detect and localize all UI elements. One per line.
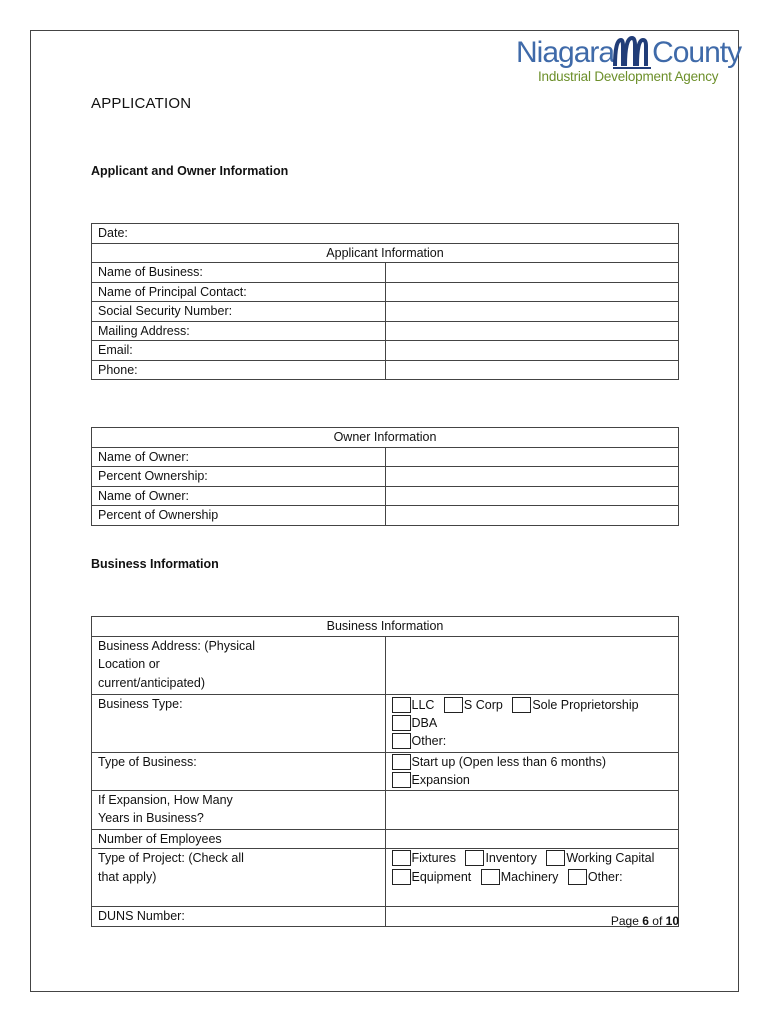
other-project-checkbox[interactable] <box>568 869 587 885</box>
label-line: current/anticipated) <box>98 675 206 690</box>
name-of-business-input[interactable] <box>385 263 679 283</box>
email-input[interactable] <box>385 341 679 361</box>
dba-checkbox[interactable] <box>392 715 411 731</box>
option-label: Expansion <box>411 773 470 787</box>
business-type-options <box>385 694 679 752</box>
row-label: Percent of Ownership <box>92 506 386 526</box>
option-label: Other: <box>587 870 623 884</box>
applicant-table-header: Applicant Information <box>92 243 679 263</box>
option-label: S Corp <box>463 697 503 712</box>
section-heading-applicant-owner: Applicant and Owner Information <box>91 164 289 178</box>
row-label: Name of Owner: <box>92 486 386 506</box>
mailing-address-input[interactable] <box>385 321 679 341</box>
logo-subtitle: Industrial Development Agency <box>538 69 719 85</box>
years-in-business-label <box>92 790 386 829</box>
option-label: Working Capital <box>566 851 655 865</box>
working-capital-checkbox[interactable] <box>546 850 565 866</box>
niagara-county-ida-logo <box>516 34 742 98</box>
percent-ownership-input-2[interactable] <box>385 506 679 526</box>
document-title: APPLICATION <box>91 95 192 112</box>
option-label: Other: <box>411 733 447 748</box>
option-label: Equipment <box>411 870 472 884</box>
inventory-checkbox[interactable] <box>465 850 484 866</box>
owner-name-input-1[interactable] <box>385 447 679 467</box>
owner-name-input-2[interactable] <box>385 486 679 506</box>
label-line: Location or <box>98 657 160 671</box>
section-heading-business: Business Information <box>91 557 219 571</box>
logo-name-left: Niagara <box>516 36 615 70</box>
row-label: Mailing Address: <box>92 321 386 341</box>
ssn-input[interactable] <box>385 302 679 322</box>
page-word: Page <box>610 914 639 928</box>
label-line: that apply) <box>98 869 157 884</box>
option-label: LLC <box>411 697 435 712</box>
page-number <box>611 914 679 928</box>
label-line: Business Address: (Physical <box>98 638 256 653</box>
number-of-employees-label: Number of Employees <box>92 829 386 849</box>
number-of-employees-input[interactable] <box>385 829 679 849</box>
label-line: If Expansion, How Many <box>98 792 233 807</box>
s-corp-checkbox[interactable] <box>444 697 463 713</box>
row-label: Name of Business: <box>92 263 386 283</box>
business-address-input[interactable] <box>385 636 679 694</box>
row-label: Social Security Number: <box>92 302 386 322</box>
option-label: Machinery <box>500 870 559 884</box>
type-of-project-label <box>92 849 386 907</box>
business-information-table <box>91 616 679 927</box>
applicant-information-table <box>91 223 679 380</box>
option-label: Start up (Open less than 6 months) <box>411 754 607 769</box>
option-label: Sole Proprietorship <box>532 697 639 712</box>
type-of-project-options <box>385 849 679 907</box>
years-in-business-input[interactable] <box>385 790 679 829</box>
machinery-checkbox[interactable] <box>481 869 500 885</box>
business-table-header: Business Information <box>92 617 679 637</box>
start-up-checkbox[interactable] <box>392 754 411 770</box>
option-label: Inventory <box>485 851 537 865</box>
other-business-type-checkbox[interactable] <box>392 733 411 749</box>
total-pages: 10 <box>665 914 679 928</box>
row-label: Name of Owner: <box>92 447 386 467</box>
percent-ownership-input-1[interactable] <box>385 467 679 487</box>
row-label: Name of Principal Contact: <box>92 282 386 302</box>
duns-number-label: DUNS Number: <box>92 907 386 927</box>
row-label: Email: <box>92 341 386 361</box>
llc-checkbox[interactable] <box>392 697 411 713</box>
sole-proprietorship-checkbox[interactable] <box>512 697 531 713</box>
owner-information-table <box>91 427 679 526</box>
row-label: Percent Ownership: <box>92 467 386 487</box>
waterfall-icon <box>613 36 653 70</box>
option-label: DBA <box>411 716 438 730</box>
type-of-business-options <box>385 752 679 790</box>
fixtures-checkbox[interactable] <box>392 850 411 866</box>
of-word: of <box>652 914 663 928</box>
equipment-checkbox[interactable] <box>392 869 411 885</box>
label-line: Type of Project: (Check all <box>98 851 244 865</box>
logo-name-right: County <box>652 36 742 70</box>
business-address-label <box>92 636 386 694</box>
date-label: Date: <box>98 226 128 240</box>
business-type-label: Business Type: <box>92 694 386 752</box>
row-label: Phone: <box>92 360 386 380</box>
expansion-checkbox[interactable] <box>392 772 411 788</box>
principal-contact-input[interactable] <box>385 282 679 302</box>
phone-input[interactable] <box>385 360 679 380</box>
type-of-business-label: Type of Business: <box>92 752 386 790</box>
owner-table-header: Owner Information <box>92 428 679 448</box>
label-line: Years in Business? <box>98 811 204 825</box>
date-field[interactable] <box>92 224 679 244</box>
current-page: 6 <box>642 914 649 928</box>
option-label: Fixtures <box>411 851 456 865</box>
